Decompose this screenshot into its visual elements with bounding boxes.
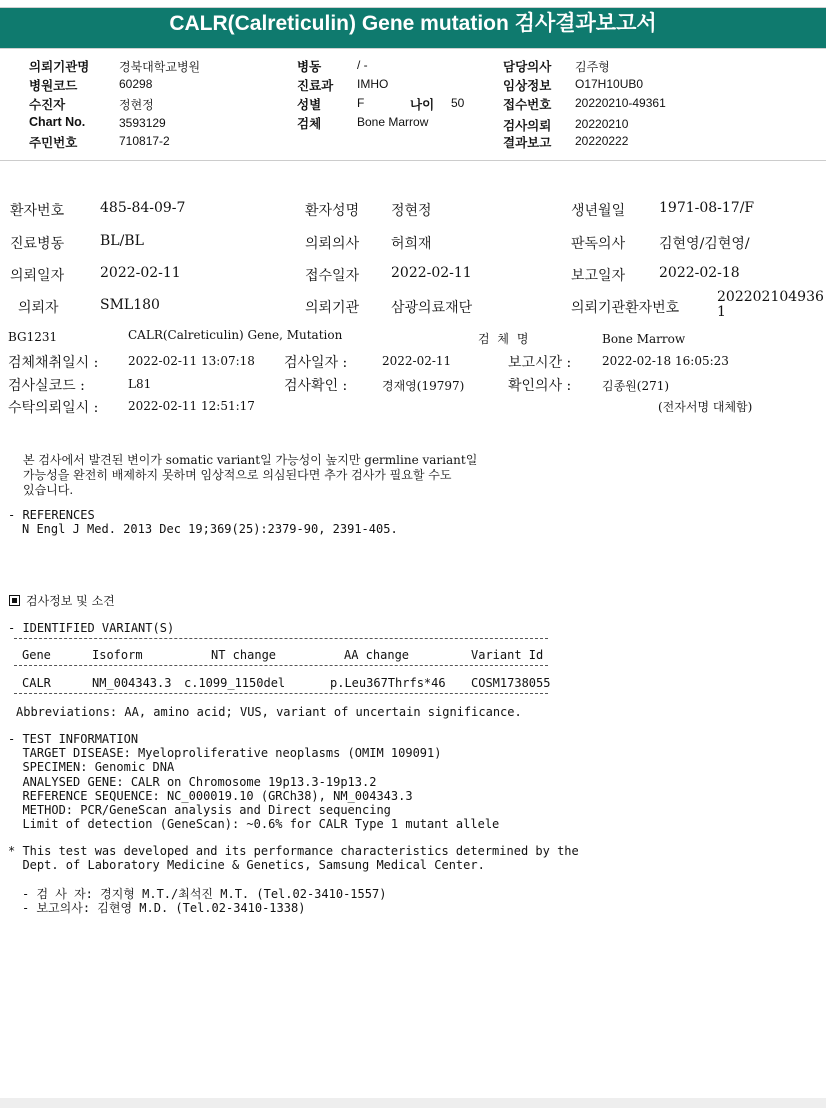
patient-value: 정현정 — [391, 203, 432, 219]
patient-label: 판독의사 — [571, 236, 626, 252]
header-value: O17H10UB0 — [575, 77, 644, 91]
test-code: BG1231 — [8, 330, 58, 344]
patient-value: 2022-02-11 — [100, 265, 181, 281]
header-value: 710817-2 — [119, 134, 170, 148]
patient-label: 생년월일 — [571, 203, 626, 219]
test-field-value: 2022-02-11 12:51:17 — [128, 399, 255, 413]
header-value: / - — [357, 58, 368, 72]
test-info-line: TARGET DISEASE: Myeloproliferative neoplasms (OMIM 109091) — [8, 746, 442, 761]
patient-label: 환자번호 — [10, 203, 65, 219]
column-header: Isoform — [92, 648, 143, 662]
section-title — [9, 592, 115, 609]
patient-label: 의뢰기관 — [305, 300, 360, 316]
test-field-label: 보고시간 : — [508, 355, 572, 371]
patient-value: 2022-02-18 — [659, 265, 740, 281]
header-value: 20220210-49361 — [575, 96, 666, 110]
staff-line: - 검 사 자: 경지형 M.T./최석진 M.T. (Tel.02-3410-1557) — [22, 887, 387, 901]
table-cell: CALR — [22, 676, 51, 690]
header-value: F — [357, 96, 365, 110]
patient-value: 김현영/김현영/ — [659, 236, 750, 252]
note-line: 본 검사에서 발견된 변이가 somatic variant일 가능성이 높지만 germline variant일 — [23, 453, 478, 467]
test-info-line: ANALYSED GENE: CALR on Chromosome 19p13.3-19p13.2 — [8, 774, 377, 789]
test-field-value: 2022-02-11 13:07:18 — [128, 354, 255, 368]
test-field-label: 검체채취일시 : — [8, 355, 99, 371]
test-info-line: Limit of detection (GeneScan): ~0.6% for CALR Type 1 mutant allele — [8, 817, 500, 832]
patient-value: 485-84-09-7 — [100, 200, 186, 216]
header-label: 결과보고 — [503, 136, 552, 150]
specimen-value: Bone Marrow — [602, 332, 686, 346]
header-value: 60298 — [119, 77, 153, 91]
header-label: 병원코드 — [29, 79, 78, 93]
header-value: 20220210 — [575, 117, 629, 131]
patient-value: 202202104936 — [717, 289, 824, 305]
test-name: CALR(Calreticulin) Gene, Mutation — [128, 328, 343, 342]
test-field-label: 수탁의뢰일시 : — [8, 400, 99, 416]
header-value: Bone Marrow — [357, 115, 429, 129]
patient-value: BL/BL — [100, 233, 144, 249]
test-field-label: 검사일자 : — [284, 355, 348, 371]
header-value: 경북대학교병원 — [119, 60, 201, 74]
patient-value: SML180 — [100, 297, 160, 313]
test-field-value: L81 — [128, 377, 152, 391]
header-label: 주민번호 — [29, 136, 78, 150]
column-header: Variant Id — [471, 648, 544, 662]
disclaimer-line: * This test was developed and its performance characteristics determined by the — [8, 844, 579, 858]
test-field-value: 김종원(271) — [602, 379, 670, 393]
test-field-label: 확인의사 : — [508, 378, 572, 394]
patient-label: 의뢰의사 — [305, 236, 360, 252]
patient-label: 진료병동 — [10, 236, 65, 252]
reference-citation: N Engl J Med. 2013 Dec 19;369(25):2379-90, 2391-405. — [22, 522, 398, 536]
test-info-line: REFERENCE SEQUENCE: NC_000019.10 (GRCh38), NM_004343.3 — [8, 788, 413, 803]
header-label: 수진자 — [29, 98, 66, 112]
page-footer-bar — [0, 1098, 826, 1108]
header-label: 검사의뢰 — [503, 119, 552, 133]
header-label: Chart No. — [29, 115, 86, 129]
header-label: 성별 — [297, 98, 322, 112]
patient-value: 2022-02-11 — [391, 265, 472, 281]
test-field-label: 검사확인 : — [284, 378, 348, 394]
abbreviations: Abbreviations: AA, amino acid; VUS, variant of uncertain significance. — [16, 705, 522, 719]
patient-value: 1 — [717, 304, 726, 320]
disclaimer-line: Dept. of Laboratory Medicine & Genetics, Samsung Medical Center. — [8, 858, 485, 872]
header-label: 병동 — [297, 60, 322, 74]
header-label: 담당의사 — [503, 60, 552, 74]
patient-label: 접수일자 — [305, 268, 360, 284]
age-label: 나이 — [410, 98, 435, 112]
table-top-rule — [14, 638, 548, 639]
header-label: 진료과 — [297, 79, 334, 93]
patient-value: 삼광의료재단 — [391, 300, 473, 316]
header-divider — [0, 160, 826, 161]
header-label: 접수번호 — [503, 98, 552, 112]
patient-label: 환자성명 — [305, 203, 360, 219]
column-header: Gene — [22, 648, 51, 662]
note-line: 있습니다. — [23, 483, 74, 497]
variants-heading: - IDENTIFIED VARIANT(S) — [8, 621, 175, 635]
table-cell: NM_004343.3 — [92, 676, 172, 690]
table-cell: c.1099_1150del — [184, 676, 286, 690]
header-value: IMHO — [357, 77, 389, 91]
references-heading: - REFERENCES — [8, 508, 95, 522]
patient-label: 의뢰자 — [18, 300, 59, 316]
patient-label: 보고일자 — [571, 268, 626, 284]
test-field-value: 2022-02-18 16:05:23 — [602, 354, 729, 368]
section-title-text: 검사정보 및 소견 — [26, 594, 115, 608]
header-label: 의뢰기관명 — [29, 60, 90, 74]
test-field-value: 경재영(19797) — [382, 379, 465, 393]
patient-value: 허희재 — [391, 236, 432, 252]
header-value: 김주형 — [575, 60, 610, 74]
square-bullet-icon — [9, 595, 20, 606]
staff-line: - 보고의사: 김현영 M.D. (Tel.02-3410-1338) — [22, 901, 306, 915]
age-value: 50 — [451, 96, 465, 110]
patient-label: 의뢰기관환자번호 — [571, 300, 680, 316]
table-cell: p.Leu367Thrfs*46 — [330, 676, 446, 690]
column-header: NT change — [211, 648, 277, 662]
specimen-label: 검 체 명 — [478, 332, 531, 346]
test-info-line: METHOD: PCR/GeneScan analysis and Direct sequencing — [8, 803, 391, 817]
test-info-line: - TEST INFORMATION — [8, 732, 139, 746]
patient-value: 1971-08-17/F — [659, 200, 755, 216]
report-title: CALR(Calreticulin) Gene mutation 검사결과보고서 — [169, 12, 657, 35]
header-label: 임상정보 — [503, 79, 552, 93]
test-info-line: SPECIMEN: Genomic DNA — [8, 760, 175, 775]
column-header: AA change — [344, 648, 410, 662]
header-value: 정현정 — [119, 98, 154, 112]
header-value: 3593129 — [119, 116, 166, 130]
header-label: 검체 — [297, 117, 322, 131]
e-signature-note: (전자서명 대체함) — [658, 400, 753, 414]
test-field-label: 검사실코드 : — [8, 378, 85, 394]
header-value: 20220222 — [575, 134, 629, 148]
table-bottom-rule — [14, 693, 548, 694]
test-field-value: 2022-02-11 — [382, 354, 452, 368]
note-line: 가능성을 완전히 배제하지 못하며 임상적으로 의심된다면 추가 검사가 필요할 수도 — [23, 468, 452, 482]
table-cell: COSM1738055 — [471, 676, 551, 690]
patient-label: 의뢰일자 — [10, 268, 65, 284]
table-header-rule — [14, 665, 548, 666]
